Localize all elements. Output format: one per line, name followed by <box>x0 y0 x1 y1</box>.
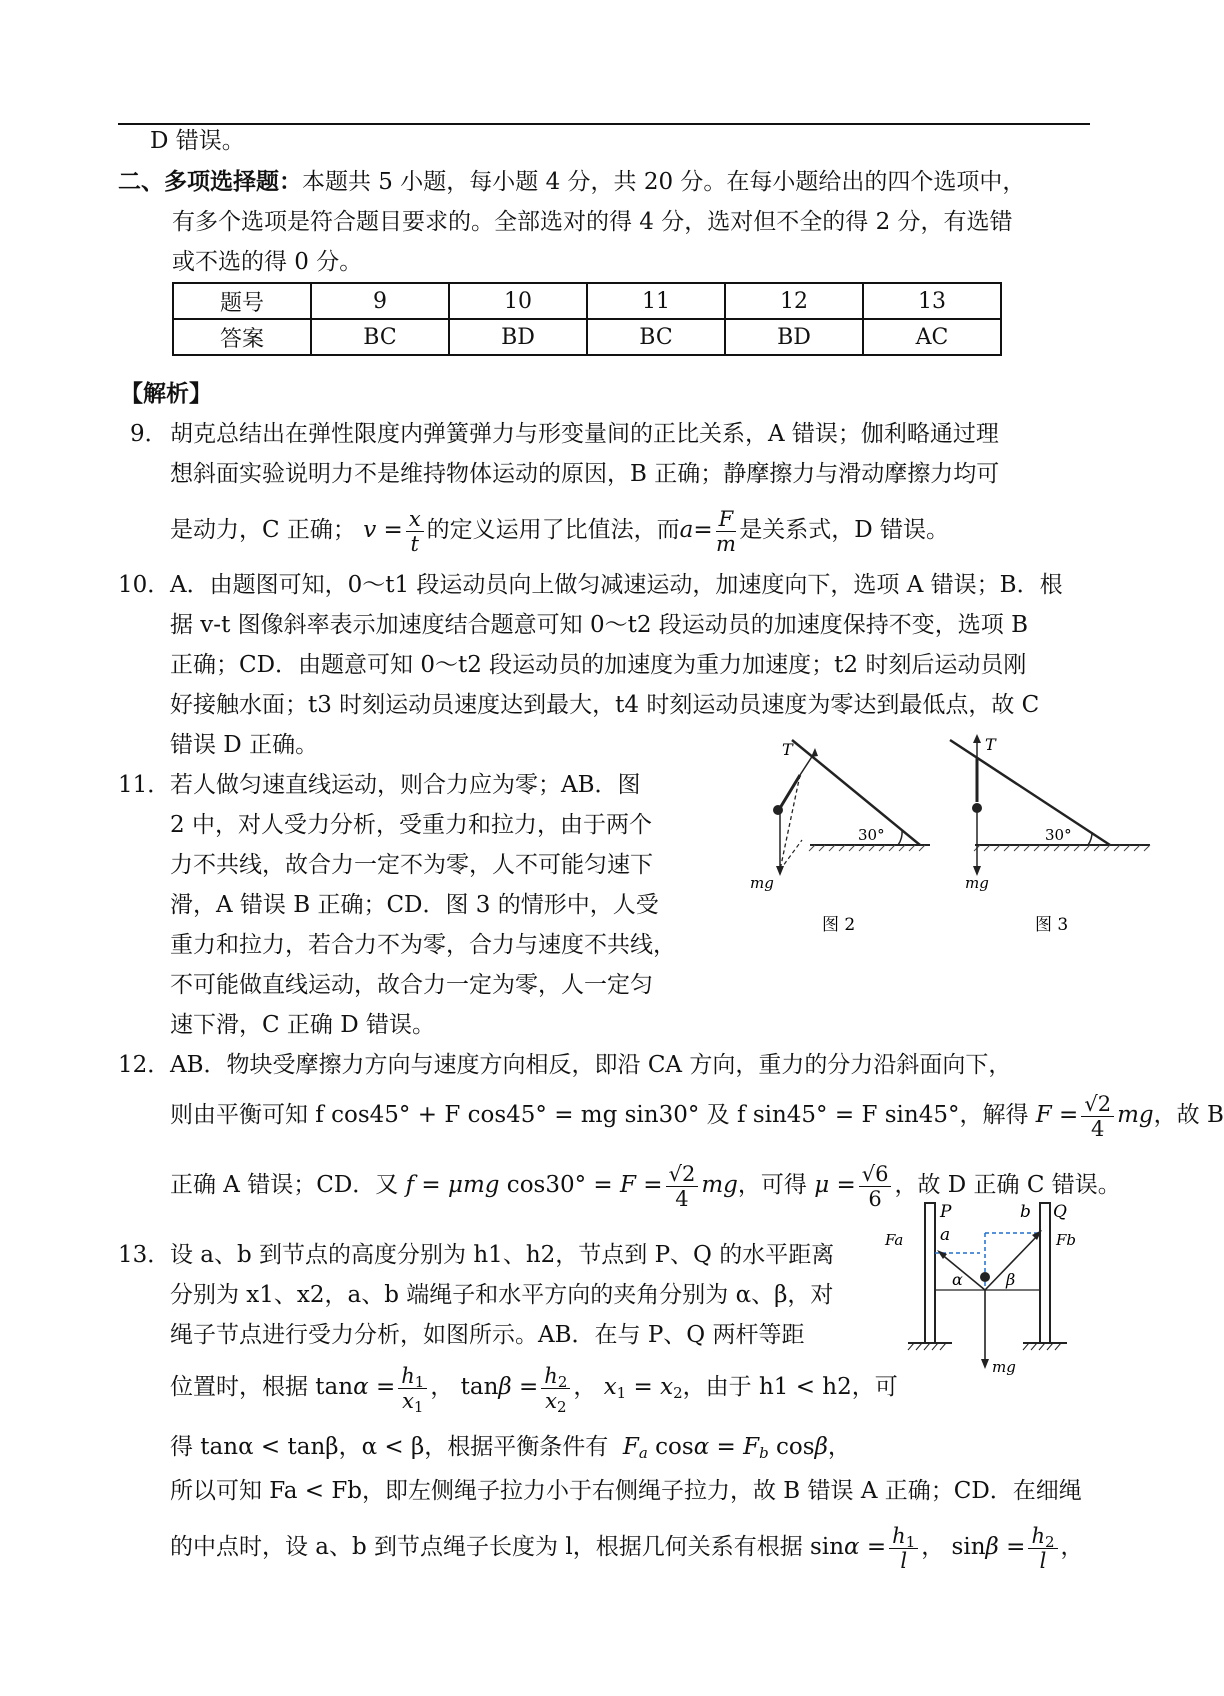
table-cell: 10 <box>449 283 587 319</box>
angle-label: 30° <box>858 826 885 844</box>
angle-alpha-label: α <box>952 1270 963 1289</box>
force-fa-label: Fa <box>885 1231 904 1249</box>
q12-text: ，可得 <box>737 1172 807 1198</box>
table-cell: AC <box>863 319 1001 355</box>
section2-intro-1: 本题共 5 小题，每小题 4 分，共 20 分。在每小题给出的四个选项中， <box>302 169 1026 195</box>
table-cell: 12 <box>725 283 863 319</box>
top-fragment: D 错误。 <box>150 128 245 154</box>
formula-fraction: $\frac{√6}{6}$ <box>859 1162 892 1211</box>
q10-number: 10． <box>118 572 171 598</box>
q12-line3: 正确 A 错误；CD．又 f = μmg cos30° = F = $\frac{√2}{4}$ mg，可得 μ = $\frac{√6}{6}$ ，故 D 正确 C 错误。 <box>170 1161 1121 1211</box>
table-cell: BD <box>725 319 863 355</box>
q9-text: 是动力，C 正确； <box>170 517 356 543</box>
formula-fraction: $\frac{F}{m}$ <box>716 506 736 556</box>
answer-table-row <box>173 319 1001 355</box>
q12-text: 则由平衡可知 f cos45° + F cos45° = mg sin30° 及 f sin45° = F sin45°，解得 <box>170 1102 1029 1128</box>
q13-line2: 分别为 x1、x2，a、b 端绳子和水平方向的夹角分别为 α、β，对 <box>170 1282 834 1308</box>
formula-fraction: $\frac{h_1}{x_1}$ <box>398 1364 427 1413</box>
q13-line3: 绳子节点进行受力分析，如图所示。AB．在与 P、Q 两杆等距 <box>170 1322 805 1348</box>
q13-line7: 的中点时，设 a、b 到节点绳子长度为 l，根据几何关系有根据 sinα = $\frac{h_1}{l}$ ， sinβ = $\frac{h_2}{l}$ ， <box>170 1523 1084 1573</box>
figure-3-slope-diagram <box>945 730 1155 945</box>
formula-fraction: $\frac{h_1}{l}$ <box>889 1524 918 1573</box>
answer-table-row <box>173 283 1001 319</box>
figure-2-slope-diagram <box>740 730 940 945</box>
q10-line4: 好接触水面；t3 时刻运动员速度达到最大，t4 时刻运动员速度为零达到最低点，故 C <box>170 692 1040 718</box>
header-rule <box>118 123 1090 125</box>
formula-fraction: $\frac{√2}{4}$ <box>666 1162 699 1211</box>
q12-line2: 则由平衡可知 f cos45° + F cos45° = mg sin30° 及 f sin45° = F sin45°，解得 F = $\frac{√2}{4}$ mg，故 B <box>170 1091 1224 1141</box>
q12-text: ，故 B <box>1153 1102 1224 1128</box>
q9-text: 是关系式，D 错误。 <box>739 517 950 543</box>
q12-line1: AB．物块受摩擦力方向与速度方向相反，即沿 CA 方向，重力的分力沿斜面向下， <box>170 1052 1012 1078</box>
q11-line: 不可能做直线运动，故合力一定为零，人一定匀 <box>170 972 653 998</box>
q13-text: 的中点时，设 a、b 到节点绳子长度为 l，根据几何关系有根据 <box>170 1534 803 1560</box>
section2-intro-3: 或不选的得 0 分。 <box>172 249 363 275</box>
q12-number: 12． <box>118 1052 171 1078</box>
table-cell: 13 <box>863 283 1001 319</box>
q11-line: 滑，A 错误 B 正确；CD．图 3 的情形中，人受 <box>170 892 659 918</box>
force-fb-label: Fb <box>1056 1231 1077 1249</box>
table-cell: 答案 <box>173 319 311 355</box>
q9-line3: 是动力，C 正确； v = $\frac{x}{t}$ 的定义运用了比值法，而a= $\frac{F}{m}$ 是关系式，D 错误。 <box>170 506 950 556</box>
gravity-label: mg <box>965 874 989 892</box>
q10-line2: 据 v-t 图像斜率表示加速度结合题意可知 0～t2 段运动员的加速度保持不变，选项 B <box>170 612 1028 638</box>
figure-3-caption: 图 3 <box>1035 915 1069 935</box>
formula-fraction: $\frac{x}{t}$ <box>406 507 424 556</box>
analysis-title: 【解析】 <box>120 381 212 407</box>
table-cell: BC <box>311 319 449 355</box>
tension-label: T <box>782 740 793 759</box>
q9-line1: 胡克总结出在弹性限度内弹簧弹力与形变量间的正比关系，A 错误；伽利略通过理 <box>170 421 999 447</box>
q11-number: 11． <box>118 772 171 798</box>
angle-label: 30° <box>1045 826 1072 844</box>
q13-line1: 设 a、b 到节点的高度分别为 h1、h2，节点到 P、Q 的水平距离 <box>170 1242 835 1268</box>
q11-line: 重力和拉力，若合力不为零，合力与速度不共线， <box>170 932 676 958</box>
q10-line3: 正确；CD．由题意可知 0～t2 段运动员的加速度为重力加速度；t2 时刻后运动员刚 <box>170 652 1027 678</box>
section2-heading: 二、多项选择题： <box>118 169 302 195</box>
pole-q-label: Q <box>1053 1202 1067 1222</box>
gravity-label: mg <box>992 1358 1016 1376</box>
point-a-label: a <box>940 1225 951 1245</box>
section2-intro-2: 有多个选项是符合题目要求的。全部选对的得 4 分，选对但不全的得 2 分，有选错 <box>172 209 1013 235</box>
angle-beta-label: β <box>1006 1270 1016 1289</box>
table-cell: BD <box>449 319 587 355</box>
q12-text: 正确 A 错误；CD．又 <box>170 1172 399 1198</box>
q13-line6: 所以可知 Fa < Fb，即左侧绳子拉力小于右侧绳子拉力，故 B 错误 A 正确；CD．在细绳 <box>170 1478 1082 1504</box>
q13-number: 13． <box>118 1242 171 1268</box>
section2-line1 <box>118 163 1025 201</box>
q9-text: 的定义运用了比值法，而 <box>426 517 680 543</box>
q11-line: 2 中，对人受力分析，受重力和拉力，由于两个 <box>170 812 652 838</box>
q13-line4: 位置时，根据 tanα = $\frac{h_1}{x_1}$ ， tanβ = $\frac{h_2}{x_2}$ ， $x_1 = x_2$，由于 h1 < h2，可 <box>170 1363 898 1416</box>
gravity-label: mg <box>750 874 774 892</box>
table-cell: 9 <box>311 283 449 319</box>
q12-text: ，故 D 正确 C 错误。 <box>894 1172 1121 1198</box>
answer-table <box>172 282 1002 356</box>
q13-line5: 得 tanα < tanβ，α < β，根据平衡条件有 $F_a$ $\cos\alpha = F_b$ cosβ， <box>170 1434 851 1462</box>
formula-fraction: $\frac{√2}{4}$ <box>1081 1092 1114 1141</box>
q11-line: 力不共线，故合力一定不为零，人不可能匀速下 <box>170 852 653 878</box>
formula-fraction: $\frac{h_2}{x_2}$ <box>541 1364 570 1413</box>
q13-text: ，由于 h1 < h2，可 <box>682 1374 898 1400</box>
figure-2-caption: 图 2 <box>822 915 856 935</box>
q13-text: 得 tanα < tanβ，α < β，根据平衡条件有 <box>170 1434 609 1460</box>
q13-text: 位置时，根据 <box>170 1374 308 1400</box>
tension-label: T <box>985 735 996 754</box>
pole-p-label: P <box>940 1202 952 1222</box>
q11-line: 速下滑，C 正确 D 错误。 <box>170 1012 435 1038</box>
q10-line1: A．由题图可知，0～t1 段运动员向上做匀减速运动，加速度向下，选项 A 错误；B．根 <box>170 572 1063 598</box>
q10-line5: 错误 D 正确。 <box>170 732 319 758</box>
table-cell: BC <box>587 319 725 355</box>
q9-line2: 想斜面实验说明力不是维持物体运动的原因，B 正确；静摩擦力与滑动摩擦力均可 <box>170 461 1000 487</box>
q9-number: 9． <box>130 421 168 447</box>
table-cell: 题号 <box>173 283 311 319</box>
q11-line: 若人做匀速直线运动，则合力应为零；AB．图 <box>170 772 641 798</box>
point-b-label: b <box>1020 1202 1031 1222</box>
formula-fraction: $\frac{h_2}{l}$ <box>1028 1524 1057 1573</box>
table-cell: 11 <box>587 283 725 319</box>
figure-13-rope-diagram <box>880 1195 1095 1385</box>
